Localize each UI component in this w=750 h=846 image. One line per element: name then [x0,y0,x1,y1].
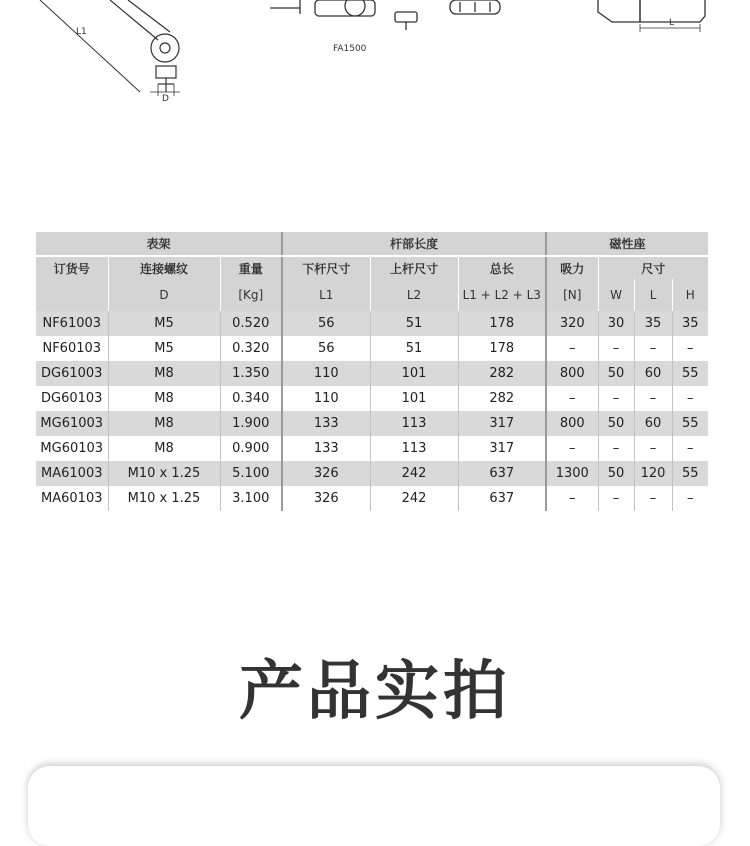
group-header-rod-length: 杆部长度 [282,232,546,256]
cell-part-no: DG61003 [36,361,108,386]
header-upper-rod: 上杆尺寸 [370,256,458,279]
cell-thread: M8 [108,436,220,461]
cell-force: – [546,486,598,511]
cell-force: 800 [546,361,598,386]
table-row [36,486,708,511]
cell-l1: 110 [282,386,370,411]
cell-l: 60 [634,361,672,386]
cell-force: – [546,386,598,411]
cell-weight: 1.900 [220,411,282,436]
cell-part-no: NF60103 [36,336,108,361]
cell-l2: 113 [370,411,458,436]
cell-l2: 101 [370,386,458,411]
cell-l1: 326 [282,461,370,486]
cell-w: 50 [598,461,634,486]
cell-part-no: MA60103 [36,486,108,511]
table-row [36,336,708,361]
cell-w: 30 [598,311,634,336]
cell-l: – [634,336,672,361]
cell-total: 282 [458,386,546,411]
dimension-label-l: L [669,18,675,28]
cell-thread: M8 [108,386,220,411]
cell-part-no: MG60103 [36,436,108,461]
table-row [36,361,708,386]
cell-thread: M10 x 1.25 [108,461,220,486]
cell-l1: 56 [282,311,370,336]
unit-header-row [36,279,708,311]
cell-l2: 51 [370,311,458,336]
cell-total: 178 [458,336,546,361]
table-row [36,411,708,436]
cell-w: – [598,486,634,511]
cell-l2: 242 [370,486,458,511]
table-row [36,436,708,461]
arm-drawing [40,0,180,96]
model-caption: FA1500 [333,44,367,54]
header-weight: 重量 [220,256,282,279]
cell-h: 35 [672,311,708,336]
unit-upper-rod: L2 [370,279,458,311]
cell-h: 55 [672,461,708,486]
cell-l: – [634,486,672,511]
cell-l2: 51 [370,336,458,361]
cell-h: – [672,436,708,461]
group-header-magnetic-base: 磁性座 [546,232,708,256]
unit-total-length: L1 + L2 + L3 [458,279,546,311]
header-part-no: 订货号 [36,256,108,279]
cell-l2: 101 [370,361,458,386]
clamp-drawing [270,0,500,30]
cell-weight: 0.340 [220,386,282,411]
cell-l2: 113 [370,436,458,461]
spec-table [36,232,708,511]
cell-force: – [546,436,598,461]
cell-total: 178 [458,311,546,336]
cell-h: – [672,486,708,511]
cell-l1: 326 [282,486,370,511]
header-thread: 连接螺纹 [108,256,220,279]
header-holding-force: 吸力 [546,256,598,279]
sub-header-row [36,256,708,279]
cell-weight: 3.100 [220,486,282,511]
cell-l: – [634,436,672,461]
cell-thread: M5 [108,336,220,361]
unit-weight: [Kg] [220,279,282,311]
cell-w: – [598,336,634,361]
drawing-svg [0,0,750,110]
unit-part-no [36,279,108,311]
cell-thread: M8 [108,411,220,436]
cell-force: – [546,336,598,361]
cell-l1: 133 [282,436,370,461]
cell-force: 320 [546,311,598,336]
cell-l1: 110 [282,361,370,386]
cell-weight: 5.100 [220,461,282,486]
cell-total: 282 [458,361,546,386]
cell-part-no: MG61003 [36,411,108,436]
cell-weight: 0.520 [220,311,282,336]
cell-h: – [672,336,708,361]
cell-l: – [634,386,672,411]
unit-holding-force: [N] [546,279,598,311]
technical-drawings [0,0,750,110]
cell-part-no: MA61003 [36,461,108,486]
table-row [36,386,708,411]
unit-h: H [672,279,708,311]
cell-h: 55 [672,361,708,386]
cell-h: – [672,386,708,411]
cell-thread: M8 [108,361,220,386]
magnetic-base-drawing [598,0,705,32]
header-base-size: 尺寸 [598,256,708,279]
cell-force: 1300 [546,461,598,486]
cell-w: – [598,386,634,411]
cell-thread: M5 [108,311,220,336]
cell-l1: 133 [282,411,370,436]
cell-w: – [598,436,634,461]
unit-l: L [634,279,672,311]
cell-part-no: NF61003 [36,311,108,336]
spec-table-container [36,232,708,511]
product-photo-card [28,766,720,846]
table-row [36,311,708,336]
cell-total: 637 [458,486,546,511]
unit-w: W [598,279,634,311]
dimension-label-l1: L1 [76,27,87,37]
cell-l1: 56 [282,336,370,361]
cell-weight: 0.900 [220,436,282,461]
group-header-row [36,232,708,256]
cell-l: 60 [634,411,672,436]
cell-l2: 242 [370,461,458,486]
unit-lower-rod: L1 [282,279,370,311]
cell-weight: 1.350 [220,361,282,386]
header-total-length: 总长 [458,256,546,279]
cell-force: 800 [546,411,598,436]
table-row [36,461,708,486]
cell-h: 55 [672,411,708,436]
cell-l: 120 [634,461,672,486]
unit-thread: D [108,279,220,311]
cell-total: 637 [458,461,546,486]
cell-w: 50 [598,361,634,386]
cell-weight: 0.320 [220,336,282,361]
dimension-label-d: D [162,94,169,104]
cell-total: 317 [458,436,546,461]
header-lower-rod: 下杆尺寸 [282,256,370,279]
cell-total: 317 [458,411,546,436]
group-header-bracket: 表架 [36,232,282,256]
cell-part-no: DG60103 [36,386,108,411]
cell-l: 35 [634,311,672,336]
section-heading: 产品实拍 [239,655,511,729]
cell-w: 50 [598,411,634,436]
cell-thread: M10 x 1.25 [108,486,220,511]
